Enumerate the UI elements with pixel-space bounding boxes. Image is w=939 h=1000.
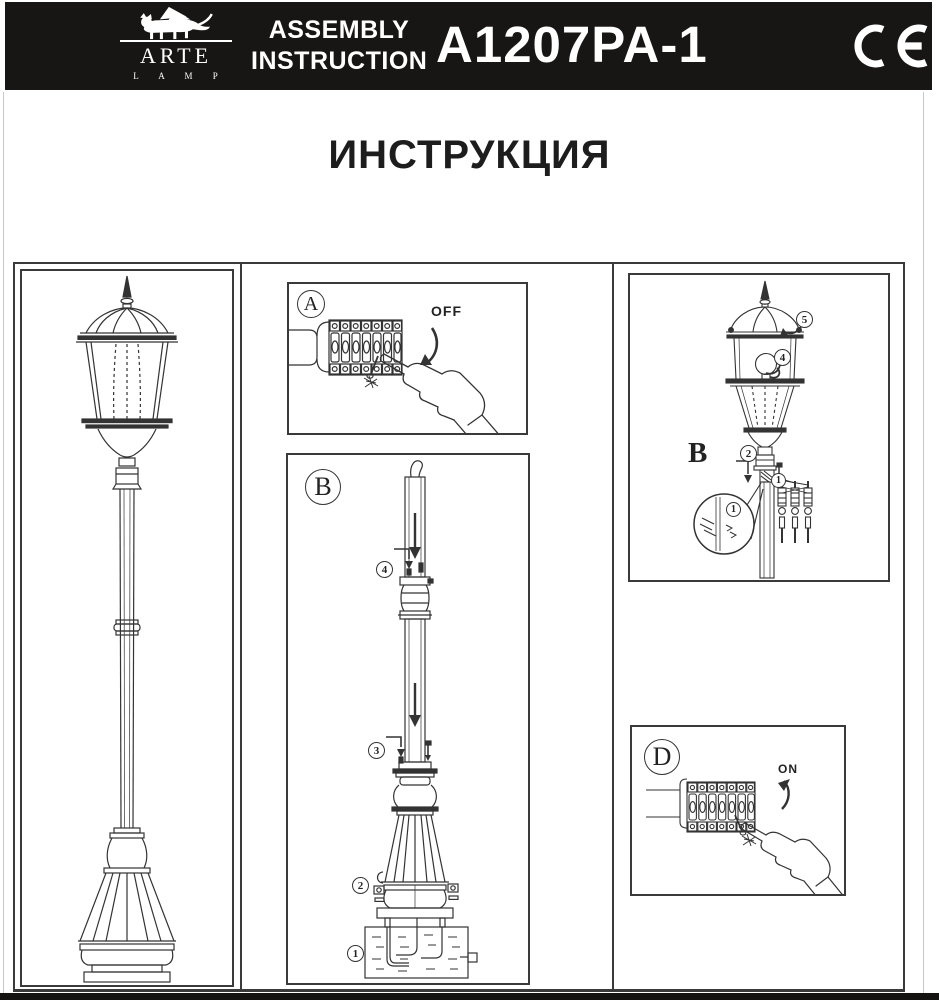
ce-mark-icon <box>850 17 936 75</box>
page-right-edge <box>923 92 924 1000</box>
sheet-title-line2: INSTRUCTION <box>251 46 428 75</box>
header-bar <box>5 2 932 90</box>
callout-bulb-4: 4 <box>774 349 791 366</box>
page-bottom-rule <box>0 993 939 1000</box>
callout-step-4: 4 <box>376 561 393 578</box>
column-divider-1 <box>240 262 242 992</box>
callout-magnifier-1: 1 <box>726 502 741 517</box>
callout-step-2: 2 <box>352 877 369 894</box>
panel-b-detail-label: B <box>688 437 708 469</box>
panel-d-power-on <box>630 725 846 896</box>
brand-subname: L A M P <box>133 71 227 81</box>
page-title: ИНСТРУКЦИЯ <box>328 133 611 177</box>
callout-dome-5: 5 <box>796 311 813 328</box>
page-left-edge <box>3 92 4 1000</box>
on-label: ON <box>778 762 798 776</box>
brand-name: ARTE <box>120 40 232 69</box>
brand-logo <box>111 6 241 81</box>
callout-step-3: 3 <box>368 742 385 759</box>
lamp-post-drawing <box>22 271 232 985</box>
panel-lamp-overview <box>20 269 234 987</box>
callout-wires-1: 1 <box>771 473 786 488</box>
model-number: A1207PA-1 <box>436 16 708 73</box>
sheet-title-line1: ASSEMBLY <box>268 16 410 44</box>
panel-b-badge: B <box>305 469 341 505</box>
panel-b-lantern-detail <box>628 273 890 582</box>
callout-collar-2: 2 <box>740 445 757 462</box>
winged-lion-icon <box>128 6 224 40</box>
panel-a-power-off <box>287 282 528 435</box>
panel-d-badge: D <box>644 739 680 775</box>
pole-assembly-drawing <box>288 455 528 983</box>
lantern-detail-drawing <box>630 275 888 580</box>
panel-a-badge: A <box>297 290 325 318</box>
panel-b-pole-assembly <box>286 453 530 985</box>
off-label: OFF <box>431 303 462 319</box>
sheet-title <box>251 15 427 76</box>
column-divider-2 <box>612 262 614 992</box>
callout-step-1: 1 <box>347 945 364 962</box>
